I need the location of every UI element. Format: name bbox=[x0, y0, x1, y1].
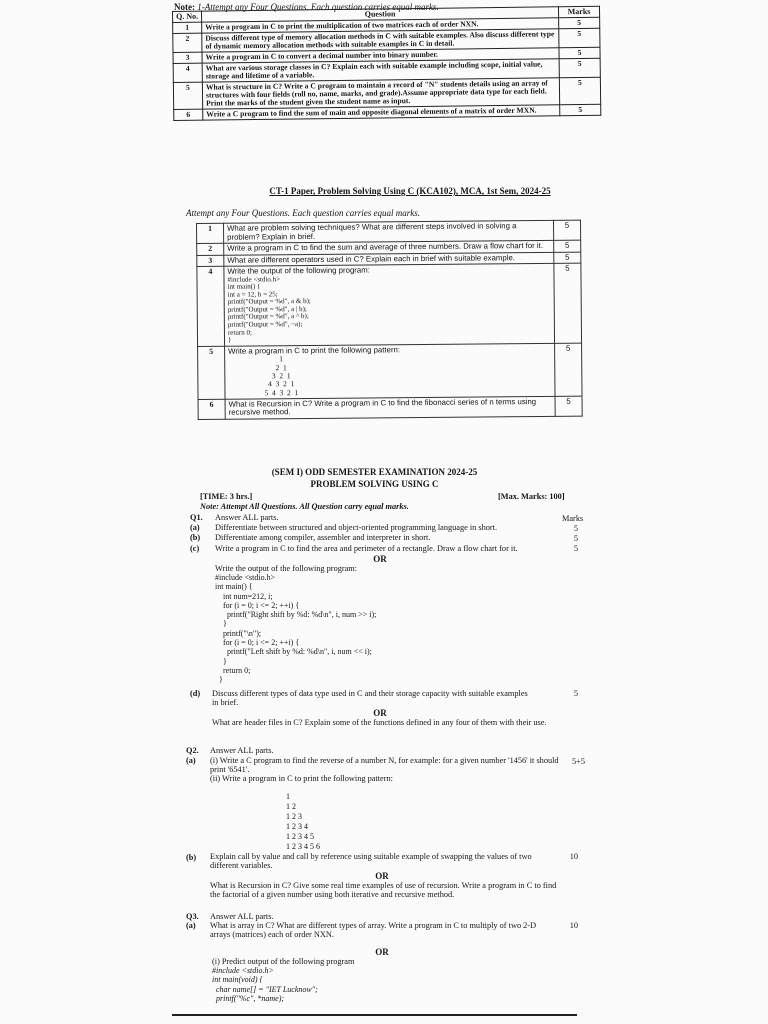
pattern-block: 1 2 1 3 2 1 4 3 2 1 5 4 3 2 1 bbox=[264, 354, 299, 397]
q-number: 4 bbox=[197, 266, 225, 346]
q-text: Write a C program to find the sum of main and opposite diagonal elements of a matrix of order MXN. bbox=[203, 105, 560, 120]
q-marks: 5 bbox=[553, 220, 580, 240]
q2a-part2-text: (ii) Write a program in C to print the following pattern: bbox=[210, 774, 393, 783]
q-number: 2 bbox=[173, 33, 202, 52]
q2a-marks: 5+5 bbox=[572, 757, 585, 766]
marks-header: Marks bbox=[562, 514, 584, 523]
q1b-label: (b) bbox=[190, 533, 201, 542]
header-marks: Marks bbox=[558, 6, 599, 18]
q-number: 6 bbox=[174, 109, 203, 120]
q-marks: 5 bbox=[559, 77, 600, 104]
or-divider: OR bbox=[373, 554, 387, 564]
q3a-alt-text: (i) Predict output of the following program bbox=[212, 957, 355, 966]
q-number: 5 bbox=[198, 346, 225, 399]
q3-title: Answer ALL parts. bbox=[210, 912, 274, 921]
exam-time: [TIME: 3 hrs.] bbox=[200, 492, 253, 501]
q1-title: Answer ALL parts. bbox=[215, 513, 279, 522]
q-text-with-code bbox=[224, 263, 555, 346]
q2b-marks: 10 bbox=[569, 852, 578, 861]
q2-label: Q2. bbox=[186, 746, 199, 755]
section1-question-table bbox=[172, 6, 601, 121]
note-text: 1-Attempt any Four Questions. Each question carries equal marks. bbox=[197, 2, 439, 12]
q1d-label: (d) bbox=[190, 689, 201, 698]
q1d-text: Discuss different types of data type used in C and their storage capacity with suitable examples in brief. bbox=[212, 689, 528, 707]
q2a-text: (i) Write a C program to find the reverse of a number N, for example: for a given number '1456' it should print '6541'. bbox=[210, 756, 559, 774]
q-number: 2 bbox=[197, 243, 224, 255]
q-marks: 5 bbox=[559, 47, 600, 59]
q-marks: 5 bbox=[559, 17, 600, 29]
q-number: 1 bbox=[197, 223, 224, 243]
exam-note: Note: Attempt All Questions. All Question carry equal marks. bbox=[200, 502, 409, 511]
code-block: #include <stdio.h> int main() { int a = 12, b = 25; printf("Output = %d", a & b); printf("Output = %d", a | b); printf("Output = %d", a ^ b); printf("Output = %d", ~a); return 0; } bbox=[227, 274, 311, 344]
q-number: 5 bbox=[173, 82, 202, 109]
q1-label: Q1. bbox=[190, 513, 203, 522]
q3-code-block: #include <stdio.h> int main(void) { char name[] = "IET Lucknow"; printf("%c", *name); bbox=[212, 966, 318, 1003]
q-marks: 5 bbox=[560, 104, 601, 116]
ct1-instruction: Attempt any Four Questions. Each question carries equal marks. bbox=[186, 208, 420, 218]
table-row bbox=[198, 343, 582, 399]
q2a-label: (a) bbox=[186, 756, 196, 765]
q-number: 1 bbox=[173, 22, 202, 33]
or-divider: OR bbox=[373, 708, 387, 718]
q-text: What are different operators used in C? Explain each in brief with suitable example. bbox=[224, 252, 554, 266]
or-divider: OR bbox=[375, 871, 389, 881]
q-text: Discuss different type of memory allocation methods in C with suitable examples. Also discuss different type of dynamic memory allocation methods with suitable examples in C in detail. bbox=[202, 29, 559, 52]
q-marks: 5 bbox=[555, 343, 582, 396]
q-text: Write the output of the following program: bbox=[227, 265, 370, 276]
table-row bbox=[198, 396, 582, 419]
q1a-marks: 5 bbox=[573, 524, 578, 533]
q3a-marks: 10 bbox=[569, 921, 578, 930]
q1a-label: (a) bbox=[190, 523, 200, 532]
q2-title: Answer ALL parts. bbox=[210, 746, 274, 755]
q-number: 4 bbox=[173, 63, 202, 82]
q-text: Write a program in C to find the sum and average of three numbers. Draw a flow chart for it. bbox=[224, 240, 554, 254]
q-marks: 5 bbox=[559, 58, 600, 77]
q-text: What is Recursion in C? Write a program in C to find the fibonacci series of n terms using recursive method. bbox=[225, 396, 555, 419]
q1d-alt-text: What are header files in C? Explain some of the functions defined in any four of them with their use. bbox=[212, 718, 547, 727]
q-text: Write a program in C to print the multiplication of two matrices each of order NXN. bbox=[202, 18, 559, 33]
q1c-marks: 5 bbox=[573, 544, 578, 553]
q-marks: 5 bbox=[555, 396, 582, 416]
q1b-marks: 5 bbox=[573, 534, 578, 543]
q2b-label: (b) bbox=[186, 853, 197, 862]
q-marks: 5 bbox=[554, 252, 581, 264]
page-bottom-rule bbox=[172, 1014, 577, 1016]
q-number: 3 bbox=[197, 255, 224, 267]
exam-heading: (SEM I) ODD SEMESTER EXAMINATION 2024-25 bbox=[271, 467, 478, 477]
q-text: What is structure in C? Write a C program to maintain a record of "N" students details using an array of structures with four fields (roll no, name, marks, and grade).Assume appropriate data type for each field. Print the marks of the student given the student name as input. bbox=[202, 78, 559, 109]
q1c-text: Write a program in C to find the area and perimeter of a rectangle. Draw a flow chart for it. bbox=[215, 544, 518, 553]
q1c-label: (c) bbox=[190, 544, 200, 553]
q1c-alt-text: Write the output of the following program: bbox=[215, 564, 358, 573]
q-text: Write a program in C to convert a decimal number into binary number. bbox=[202, 48, 559, 63]
or-divider: OR bbox=[375, 947, 389, 957]
exam-subject: PROBLEM SOLVING USING C bbox=[310, 479, 439, 489]
section2-question-table bbox=[196, 220, 583, 420]
q1b-text: Differentiate among compiler, assembler and interpreter in short. bbox=[215, 533, 431, 542]
q1a-text: Differentiate between structured and object-oriented programming language in short. bbox=[215, 523, 498, 532]
q-marks: 5 bbox=[554, 240, 581, 252]
ct1-paper-title: CT-1 Paper, Problem Solving Using C (KCA102), MCA, 1st Sem, 2024-25 bbox=[269, 186, 551, 196]
q1d-marks: 5 bbox=[573, 689, 578, 698]
q2b-text: Explain call by value and call by reference using suitable example of swapping the values of two different variables. bbox=[210, 852, 532, 870]
q-number: 3 bbox=[173, 52, 202, 63]
q3a-text: What is array in C? What are different types of array. Write a program in C to multiply of two 2-D arrays (matrices) each of order NXN. bbox=[210, 921, 537, 939]
q-marks: 5 bbox=[554, 263, 582, 343]
q-marks: 5 bbox=[559, 28, 600, 47]
table-row bbox=[197, 263, 582, 346]
q-text: What are problem solving techniques? What are different steps involved in solving a problem? Explain in brief. bbox=[224, 220, 554, 243]
q3-label: Q3. bbox=[186, 912, 199, 921]
q2b-alt-text: What is Recursion in C? Give some real time examples of use of recursion. Write a program in C to find the factorial of a given number using both iterative and recursive method. bbox=[210, 881, 557, 899]
header-question: Question bbox=[202, 7, 559, 22]
note-label: Note: bbox=[174, 2, 195, 12]
q3a-label: (a) bbox=[186, 921, 196, 930]
q-text-with-pattern bbox=[225, 343, 555, 399]
q-text: What are various storage classes in C? Explain each with suitable example including scope, initial value, storage and lifetime of a variable. bbox=[202, 59, 559, 82]
q-number: 6 bbox=[198, 399, 225, 419]
q1-code-block: #include <stdio.h> int main() { int num=212, i; for (i = 0; i <= 2; ++i) { printf("Right shift by %d: %d\n", i, num >> i); } printf("\n"); for (i = 0; i <= 2; ++i) { printf("Left shift by %d: %d\n", i, num << i); } return 0; } bbox=[215, 573, 377, 685]
header-qno: Q. No. bbox=[173, 11, 202, 22]
q2-pattern-block: 1 1 2 1 2 3 1 2 3 4 1 2 3 4 5 1 2 3 4 5 6 bbox=[286, 792, 320, 851]
q-text: Write a program in C to print the following pattern: bbox=[228, 345, 401, 356]
exam-max-marks: [Max. Marks: 100] bbox=[498, 492, 565, 501]
